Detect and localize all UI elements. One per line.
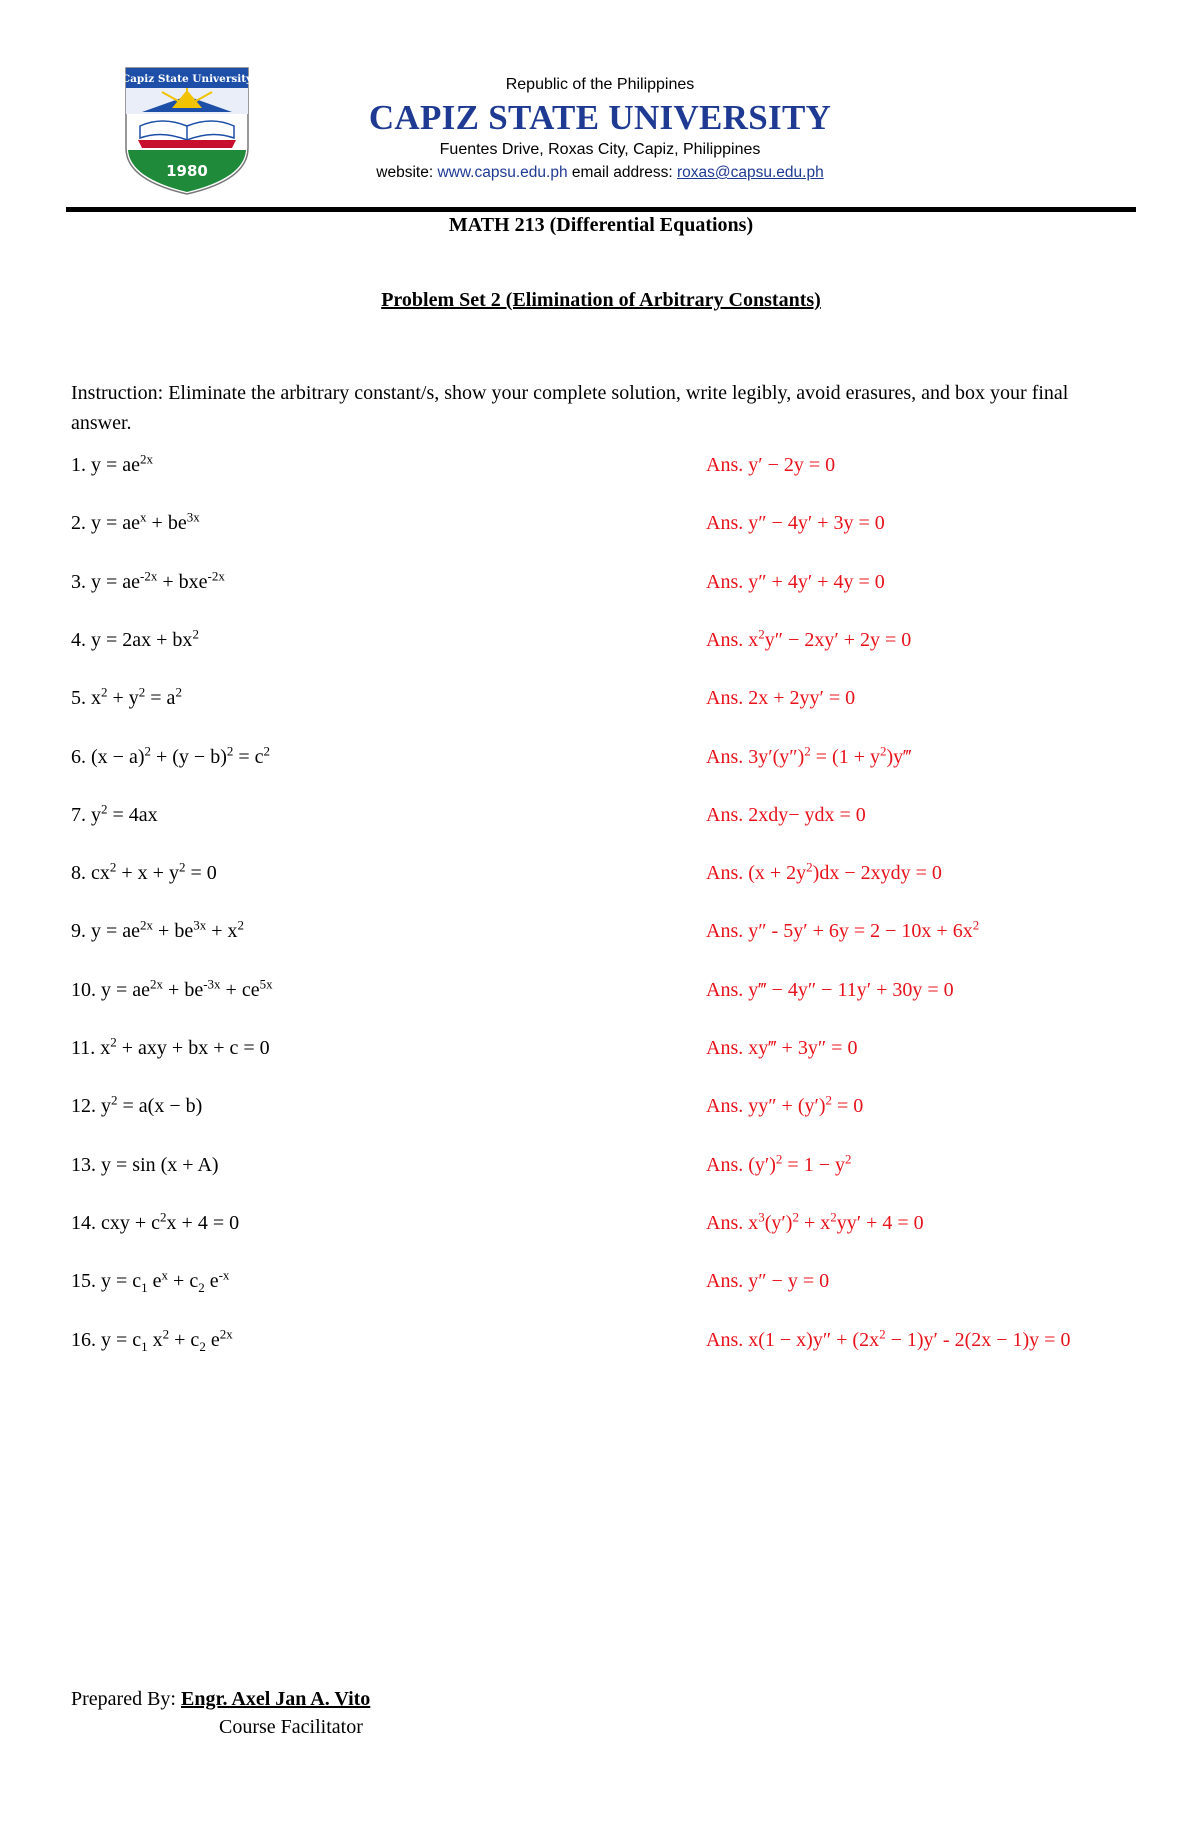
expr-text: Ans. y″ - 5y′ + 6y = 2 − 10x + 6x [706, 920, 973, 943]
expr-text: = c [233, 745, 264, 768]
expr-text: y″ − 2xy′ + 2y = 0 [764, 628, 912, 651]
contact-line [260, 164, 940, 182]
expr-text: = a(x − b) [117, 1095, 203, 1118]
superscript: 2 [263, 742, 271, 758]
expr-text: + be [146, 512, 187, 535]
university-address: Fuentes Drive, Roxas City, Capiz, Philippines [439, 141, 761, 158]
superscript: x [161, 1267, 169, 1283]
superscript: -2x [207, 567, 225, 583]
problem-13 [71, 1154, 219, 1177]
expr-text: 8. cx [71, 862, 110, 885]
expr-text: 15. y = c [71, 1270, 142, 1293]
problem-11 [71, 1034, 270, 1060]
superscript: 2 [844, 1150, 852, 1166]
problem-9 [71, 917, 244, 943]
expr-text: e [147, 1270, 162, 1293]
problem-1 [71, 451, 154, 477]
expr-text: Ans. y″ + 4y′ + 4y = 0 [706, 570, 885, 593]
expr-text: )dx − 2xydy = 0 [812, 862, 942, 885]
website-link[interactable]: www.capsu.edu.ph [437, 164, 568, 181]
superscript: x [140, 509, 147, 525]
problem-2 [71, 509, 200, 535]
answer-10 [706, 979, 954, 1002]
subscript: 1 [141, 1338, 148, 1354]
email-link[interactable]: roxas@capsu.edu.ph [676, 164, 824, 181]
superscript: 2 [178, 859, 186, 875]
problem-16 [71, 1325, 233, 1354]
expr-text: 4. y = 2ax + bx [71, 628, 193, 651]
expr-text: yy′ + 4 = 0 [836, 1211, 924, 1234]
superscript: 2x [150, 976, 164, 992]
expr-text: Ans. 2xdy− ydx = 0 [706, 803, 866, 826]
superscript: 2 [792, 1209, 799, 1225]
answer-9 [706, 917, 980, 943]
expr-text: 9. y = ae [71, 920, 141, 943]
superscript: 2 [192, 626, 199, 642]
problem-12 [71, 1092, 203, 1118]
university-name: CAPIZ STATE UNIVERSITY [368, 98, 832, 137]
expr-text: + be [153, 920, 194, 943]
expr-text: = (1 + y [810, 745, 880, 768]
expr-text: + x [206, 920, 238, 943]
prepared-label: Prepared By: [71, 1688, 181, 1710]
course-title: MATH 213 (Differential Equations) [448, 214, 754, 236]
problem-set-title: Problem Set 2 (Elimination of Arbitrary Constants) [381, 289, 821, 311]
expr-text: Ans. (y′) [706, 1153, 776, 1176]
expr-text: )y‴ [886, 745, 912, 768]
republic-label: Republic of the Philippines [505, 76, 695, 93]
expr-text: Ans. (x + 2y [706, 862, 807, 885]
superscript: 2 [758, 626, 765, 642]
superscript: 2 [825, 1092, 833, 1108]
answer-1 [706, 454, 835, 477]
expr-text: 11. x [71, 1037, 111, 1059]
preparer-name: Engr. Axel Jan A. Vito [180, 1688, 371, 1710]
superscript: -3x [203, 976, 221, 992]
expr-text: + axy + bx + c = 0 [116, 1037, 270, 1059]
expr-text: + c [169, 1328, 200, 1351]
answer-8 [706, 859, 942, 885]
expr-text: 16. y = c [71, 1328, 142, 1351]
expr-text: Ans. y‴ − 4y″ − 11y′ + 30y = 0 [706, 978, 954, 1001]
subscript: 2 [199, 1338, 206, 1354]
expr-text: = a [145, 687, 176, 710]
problem-15 [71, 1267, 230, 1296]
superscript: 2 [972, 917, 980, 933]
answer-4 [706, 626, 912, 652]
superscript: 2 [138, 684, 146, 700]
problem-10 [71, 976, 273, 1002]
expr-text: x [147, 1328, 163, 1351]
expr-text: 2. y = ae [71, 512, 141, 535]
superscript: 3 [758, 1209, 765, 1225]
expr-text: Ans. 3y′(y″) [706, 745, 805, 768]
expr-text: Ans. 2x + 2yy′ = 0 [706, 687, 856, 710]
superscript: -2x [140, 567, 158, 583]
superscript: 2 [162, 1325, 170, 1341]
logo-year-text: 1980 [166, 162, 208, 180]
expr-text: = 0 [832, 1095, 864, 1118]
expr-text: 13. y = sin (x + A) [71, 1153, 219, 1176]
superscript: 2 [226, 742, 234, 758]
expr-text: 14. cxy + c [71, 1211, 161, 1234]
expr-text: + c [168, 1270, 199, 1293]
problem-5 [71, 684, 182, 710]
prepared-by [71, 1688, 370, 1711]
subscript: 1 [141, 1280, 148, 1296]
problem-8 [71, 859, 217, 885]
problem-6 [71, 742, 271, 769]
website-label: website: [376, 164, 438, 181]
expr-text: = 0 [185, 862, 217, 885]
superscript: 2 [109, 859, 117, 875]
expr-text: 5. x [71, 687, 101, 710]
superscript: 2x [140, 917, 154, 933]
problem-7 [71, 801, 158, 827]
capiz-state-university-logo [112, 52, 262, 198]
answer-15 [706, 1270, 829, 1293]
expr-text: + (y − b) [150, 745, 227, 768]
expr-text: Ans. xy‴ + 3y″ = 0 [706, 1037, 858, 1059]
superscript: 2x [219, 1325, 233, 1341]
expr-text: Ans. x [706, 1211, 759, 1234]
expr-text: 3. y = ae [71, 570, 141, 593]
expr-text: + y [107, 687, 139, 710]
superscript: 2 [830, 1209, 837, 1225]
expr-text: − 1)y′ - 2(2x − 1)y = 0 [885, 1328, 1071, 1351]
answer-16 [706, 1325, 1071, 1352]
answer-5 [706, 687, 855, 710]
superscript: 2 [160, 1209, 167, 1225]
problem-4 [71, 626, 199, 652]
superscript: 2 [101, 801, 108, 817]
expr-text: + x + y [116, 862, 179, 885]
email-label: email address: [567, 164, 677, 181]
superscript: 2 [806, 859, 813, 875]
superscript: 2 [110, 1034, 117, 1050]
expr-text: = 4ax [107, 803, 158, 826]
expr-text: Ans. x(1 − x)y″ + (2x [706, 1328, 880, 1351]
problem-3 [71, 567, 225, 594]
expr-text: (y′) [764, 1211, 793, 1234]
header-divider [66, 207, 1136, 212]
superscript: 5x [259, 976, 273, 992]
superscript: 2 [775, 1150, 783, 1166]
answer-7 [706, 804, 866, 827]
superscript: -x [218, 1267, 230, 1283]
superscript: 2 [237, 917, 244, 933]
expr-text: Ans. yy″ + (y′) [706, 1095, 826, 1118]
expr-text: + be [163, 978, 204, 1001]
expr-text: + bxe [157, 570, 208, 593]
expr-text: Ans. y′ − 2y = 0 [706, 454, 836, 476]
superscript: 2 [144, 742, 151, 758]
expr-text: 7. y [71, 803, 101, 826]
answer-12 [706, 1092, 864, 1118]
expr-text: 10. y = ae [71, 978, 151, 1001]
superscript: 2 [879, 742, 887, 758]
expr-text: x + 4 = 0 [166, 1211, 240, 1234]
expr-text: = 1 − y [782, 1153, 845, 1176]
answer-3 [706, 571, 885, 594]
answer-2 [706, 512, 885, 535]
expr-text: 6. (x − a) [71, 745, 145, 768]
superscript: 2 [111, 1092, 118, 1108]
logo-banner-text: Capiz State University [121, 73, 253, 85]
superscript: 3x [186, 509, 200, 525]
subscript: 2 [198, 1280, 205, 1296]
superscript: 2x [140, 451, 154, 467]
expr-text: e [205, 1328, 220, 1351]
expr-text: + ce [220, 978, 260, 1001]
problem-14 [71, 1209, 240, 1235]
superscript: 2 [175, 684, 182, 700]
superscript: 2 [879, 1325, 886, 1341]
expr-text: + x [798, 1211, 831, 1234]
expr-text: e [204, 1270, 219, 1293]
superscript: 3x [193, 917, 207, 933]
superscript: 2 [804, 742, 811, 758]
answer-13 [706, 1150, 852, 1177]
expr-text: 12. y [71, 1095, 111, 1118]
answer-11 [706, 1037, 857, 1060]
expr-text: Ans. y″ − y = 0 [706, 1270, 830, 1293]
superscript: 2 [101, 684, 108, 700]
answer-14 [706, 1209, 924, 1235]
expr-text: Ans. x [706, 628, 759, 651]
expr-text: 1. y = ae [71, 454, 141, 476]
preparer-role: Course Facilitator [219, 1716, 363, 1738]
expr-text: Ans. y″ − 4y′ + 3y = 0 [706, 512, 885, 535]
instruction-text: Instruction: Eliminate the arbitrary constant/s, show your complete solution, write legibly, avoid erasures, and box your final answer. [71, 382, 1069, 434]
answer-6 [706, 742, 912, 769]
